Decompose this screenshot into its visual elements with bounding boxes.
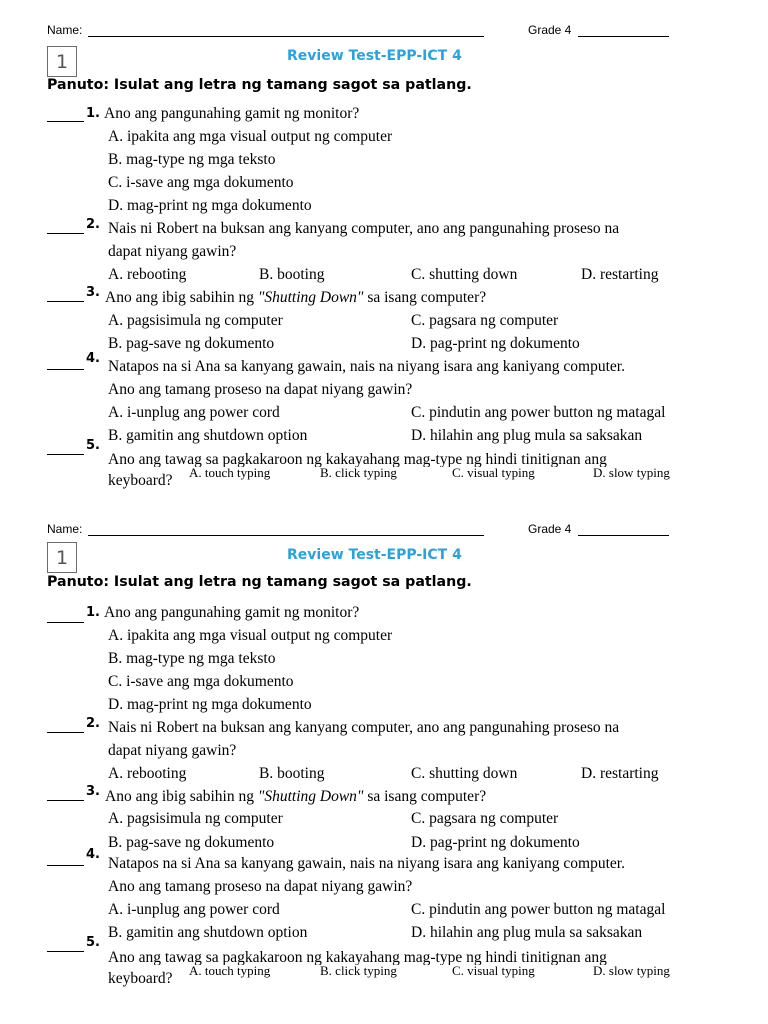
question-text-continued: Ano ang tamang proseso na dapat niyang gawin? <box>108 381 413 398</box>
answer-blank <box>47 301 84 302</box>
option-d: D. pag-print ng dokumento <box>411 834 580 851</box>
question-number: 4. <box>86 351 100 366</box>
test-sheet-bottom <box>0 499 768 999</box>
option-b: B. booting <box>259 765 325 782</box>
grade-label: Grade 4 <box>528 522 572 536</box>
option-a: A. touch typing <box>189 963 271 978</box>
question-number: 3. <box>86 285 100 300</box>
option-b: B. mag-type ng mga teksto <box>108 650 276 667</box>
grade-label: Grade 4 <box>528 23 572 37</box>
option-a: A. i-unplug ang power cord <box>108 404 280 421</box>
option-a: A. pagsisimula ng computer <box>108 312 283 329</box>
answer-blank <box>47 233 84 234</box>
option-a: A. ipakita ang mga visual output ng computer <box>108 627 393 644</box>
instruction-text: Panuto: Isulat ang letra ng tamang sagot sa patlang. <box>47 574 472 590</box>
answer-blank <box>47 865 84 866</box>
answer-blank <box>47 121 84 122</box>
option-a: A. i-unplug ang power cord <box>108 901 280 918</box>
option-d: D. slow typing <box>593 963 670 978</box>
test-sheet-top <box>0 0 768 500</box>
question-number: 5. <box>86 438 100 453</box>
question-number: 3. <box>86 784 100 799</box>
name-blank-line <box>88 535 484 536</box>
option-c: C. i-save ang mga dokumento <box>108 174 294 191</box>
question-text: Ano ang ibig sabihin ng "Shutting Down" sa isang computer? <box>105 788 487 805</box>
option-b: B. mag-type ng mga teksto <box>108 151 276 168</box>
option-d: D. hilahin ang plug mula sa saksakan <box>411 427 643 444</box>
question-text-continued: dapat niyang gawin? <box>108 742 237 759</box>
option-b: B. gamitin ang shutdown option <box>108 924 308 941</box>
option-a: A. touch typing <box>189 465 271 480</box>
page-number-box <box>47 46 77 77</box>
option-d: D. restarting <box>581 765 659 782</box>
answer-blank <box>47 732 84 733</box>
question-text-continued: Ano ang tamang proseso na dapat niyang gawin? <box>108 878 413 895</box>
question-text: Ano ang tawag sa pagkakaroon ng kakayahang mag-type ng hindi tinitignan ang <box>108 451 607 467</box>
option-d: D. slow typing <box>593 465 670 480</box>
instruction-text: Panuto: Isulat ang letra ng tamang sagot sa patlang. <box>47 77 472 93</box>
grade-blank-line <box>578 36 669 37</box>
answer-blank <box>47 369 84 370</box>
answer-blank <box>47 951 84 952</box>
name-label: Name: <box>47 23 83 37</box>
question-text-continued: dapat niyang gawin? <box>108 243 237 260</box>
page-title: Review Test-EPP-ICT 4 <box>287 547 462 563</box>
page-number: 1 <box>55 546 69 569</box>
question-text-continued: keyboard? <box>108 472 173 489</box>
option-c: C. pagsara ng computer <box>411 312 559 329</box>
option-c: C. visual typing <box>452 465 535 480</box>
name-blank-line <box>88 36 484 37</box>
option-a: A. rebooting <box>108 765 187 782</box>
option-d: D. hilahin ang plug mula sa saksakan <box>411 924 643 941</box>
question-text: Natapos na si Ana sa kanyang gawain, nais na niyang isara ang kaniyang computer. <box>108 358 625 375</box>
question-number: 1. <box>86 106 100 121</box>
page-title: Review Test-EPP-ICT 4 <box>287 48 462 64</box>
option-c: C. pindutin ang power button ng matagal <box>411 404 666 421</box>
page-number: 1 <box>55 50 69 73</box>
option-b: B. pag-save ng dokumento <box>108 834 275 851</box>
question-text: Ano ang ibig sabihin ng "Shutting Down" sa isang computer? <box>105 289 487 306</box>
option-a: A. pagsisimula ng computer <box>108 810 283 827</box>
answer-blank <box>47 454 84 455</box>
option-c: C. i-save ang mga dokumento <box>108 673 294 690</box>
question-text: Ano ang pangunahing gamit ng monitor? <box>104 105 360 122</box>
option-b: B. click typing <box>320 963 397 978</box>
option-a: A. rebooting <box>108 266 187 283</box>
question-text: Ano ang tawag sa pagkakaroon ng kakayahang mag-type ng hindi tinitignan ang <box>108 949 607 965</box>
option-a: A. ipakita ang mga visual output ng computer <box>108 128 393 145</box>
option-c: C. visual typing <box>452 963 535 978</box>
option-b: B. gamitin ang shutdown option <box>108 427 308 444</box>
name-label: Name: <box>47 522 83 536</box>
question-number: 4. <box>86 847 100 862</box>
answer-blank <box>47 800 84 801</box>
question-number: 5. <box>86 935 100 950</box>
option-c: C. shutting down <box>411 266 518 283</box>
option-d: D. pag-print ng dokumento <box>411 335 580 352</box>
question-text: Natapos na si Ana sa kanyang gawain, nais na niyang isara ang kaniyang computer. <box>108 855 625 872</box>
option-d: D. restarting <box>581 266 659 283</box>
question-number: 2. <box>86 217 100 232</box>
option-d: D. mag-print ng mga dokumento <box>108 197 312 214</box>
option-b: B. pag-save ng dokumento <box>108 335 275 352</box>
question-text: Nais ni Robert na buksan ang kanyang computer, ano ang pangunahing proseso na <box>108 719 620 736</box>
option-c: C. shutting down <box>411 765 518 782</box>
question-text-continued: keyboard? <box>108 970 173 987</box>
option-b: B. booting <box>259 266 325 283</box>
option-b: B. click typing <box>320 465 397 480</box>
page-number-box <box>47 542 77 573</box>
question-number: 1. <box>86 605 100 620</box>
question-text: Nais ni Robert na buksan ang kanyang computer, ano ang pangunahing proseso na <box>108 220 620 237</box>
question-number: 2. <box>86 716 100 731</box>
option-d: D. mag-print ng mga dokumento <box>108 696 312 713</box>
grade-blank-line <box>578 535 669 536</box>
option-c: C. pagsara ng computer <box>411 810 559 827</box>
option-c: C. pindutin ang power button ng matagal <box>411 901 666 918</box>
answer-blank <box>47 622 84 623</box>
question-text: Ano ang pangunahing gamit ng monitor? <box>104 604 360 621</box>
